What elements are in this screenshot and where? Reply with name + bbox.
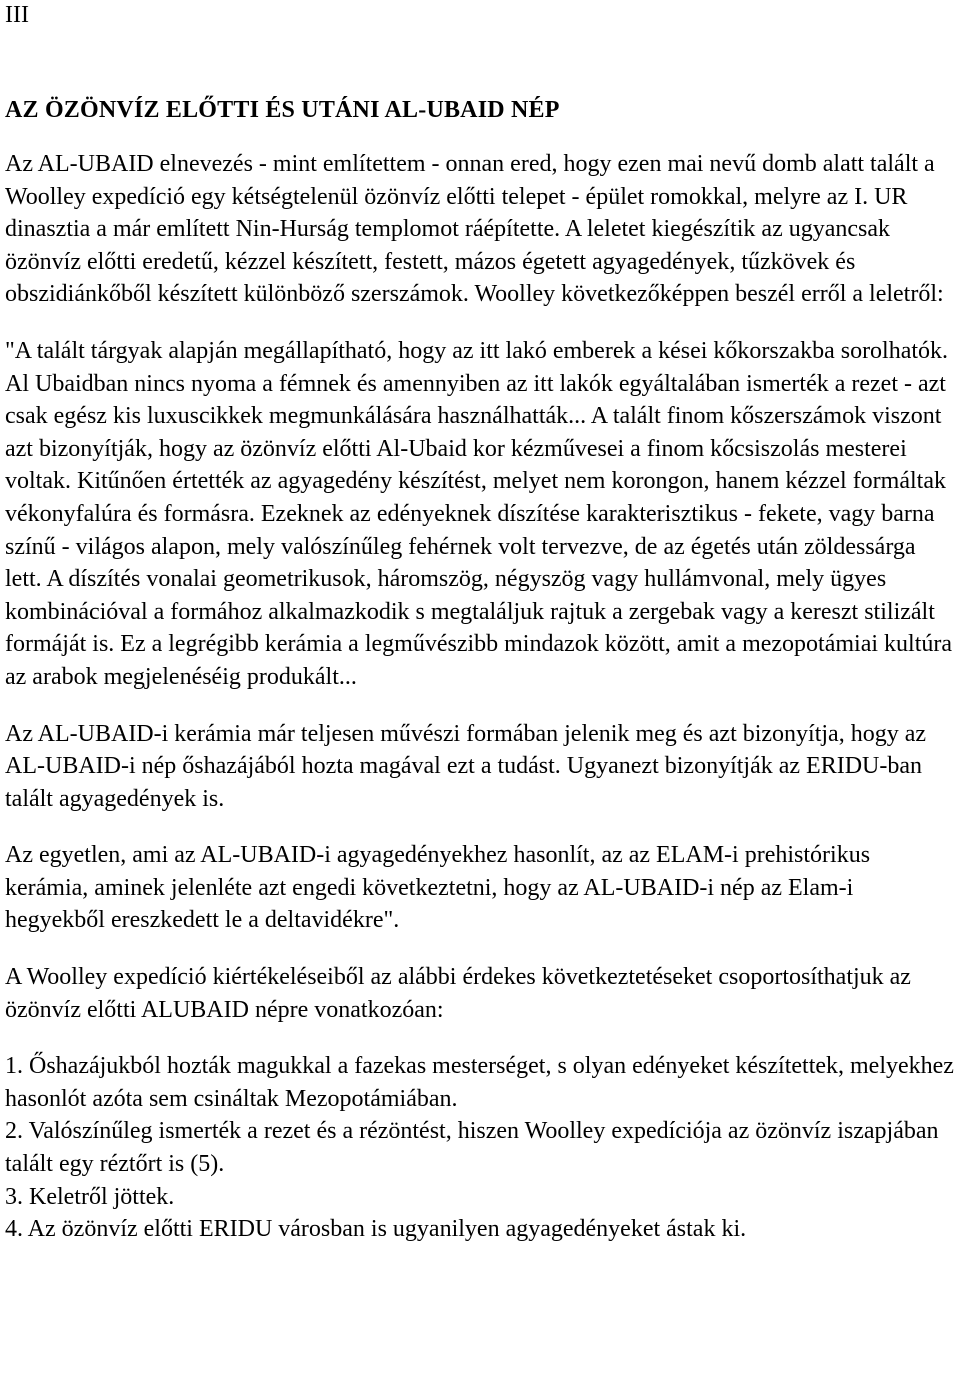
- list-item: 1. Őshazájukból hozták magukkal a fazekas mesterséget, s olyan edényeket készítettek, melyekhez hasonlót azóta sem csináltak Mezopotámiában.: [5, 1053, 954, 1112]
- chapter-title: AZ ÖZÖNVÍZ ELŐTTI ÉS UTÁNI AL-UBAID NÉP: [5, 97, 560, 123]
- list-item: 2. Valószínűleg ismerték a rezet és a rézöntést, hiszen Woolley expedíciója az özönvíz iszapjában talált egy réztőrt is (5).: [5, 1118, 939, 1178]
- paragraph-intro: Az AL-UBAID elnevezés - mint említettem - onnan ered, hogy ezen mai nevű domb alatt talált a Woolley expedíció egy kétségtelenül özönvíz előtti telepet - épület romokkal, melyre az I. UR dinasztia a már említett Nin-Hurság templomot ráépítette. A leletet kiegészítik az ugyancsak özönvíz előtti eredetű, kézzel készített, festett, mázos égetett agyagedények, tűzkövek és obszidiánkőből készített különböző szerszámok. Woolley következőképpen beszél erről a leletről:: [5, 151, 944, 308]
- paragraph-elam: Az egyetlen, ami az AL-UBAID-i agyagedényekhez hasonlít, az az ELAM-i prehistórikus kerámia, aminek jelenléte azt engedi következtetni, hogy az AL-UBAID-i nép az Elam-i hegyekből ereszkedett le a deltavidékre".: [5, 842, 871, 934]
- chapter-number: III: [5, 2, 29, 28]
- paragraph-ceramics: Az AL-UBAID-i kerámia már teljesen művészi formában jelenik meg és azt bizonyítja, hogy az AL-UBAID-i nép őshazájából hozta magával ezt a tudást. Ugyanezt bizonyítják az ERIDU-ban talált agyagedények is.: [5, 720, 927, 812]
- conclusions-list: [5, 1050, 957, 1246]
- document-page: [5, 0, 957, 1246]
- list-item: 4. Az özönvíz előtti ERIDU városban is ugyanilyen agyagedényeket ástak ki.: [5, 1216, 747, 1243]
- list-item: 3. Keletről jöttek.: [5, 1183, 175, 1210]
- paragraph-woolley-quote: "A talált tárgyak alapján megállapítható, hogy az itt lakó emberek a kései kőkorszakba sorolhatók. Al Ubaidban nincs nyoma a fémnek és amennyiben az itt lakók egyáltalában ismerték a rezet - azt csak egész kis luxuscikkek megmunkálására használhatták... A talált finom kőszerszámok viszont azt bizonyítják, hogy az özönvíz előtti Al-Ubaid kor kézművesei a finom kőcsiszolás mesterei voltak. Kitűnően értették az agyagedény készítést, melyet nem korongon, hanem kézzel formáltak vékonyfalúra és formásra. Ezeknek az edényeknek díszítése karakterisztikus - fekete, vagy barna színű - világos alapon, mely valószínűleg fehérnek volt tervezve, de az égetés után zöldessárga lett. A díszítés vonalai geometrikusok, háromszög, négyszög vagy hullámvonal, mely ügyes kombinációval a formához alkalmazkodik s megtaláljuk rajtuk a zergebak vagy a kereszt stilizált formáját is. Ez a legrégibb kerámia a legművészibb mindazok között, amit a mezopotámiai kultúra az arabok megjelenéséig produkált...: [5, 337, 953, 690]
- paragraph-conclusions-intro: A Woolley expedíció kiértékeléseiből az alábbi érdekes következtetéseket csoportosíthatjuk az özönvíz előtti ALUBAID népre vonatkozóan:: [5, 964, 911, 1023]
